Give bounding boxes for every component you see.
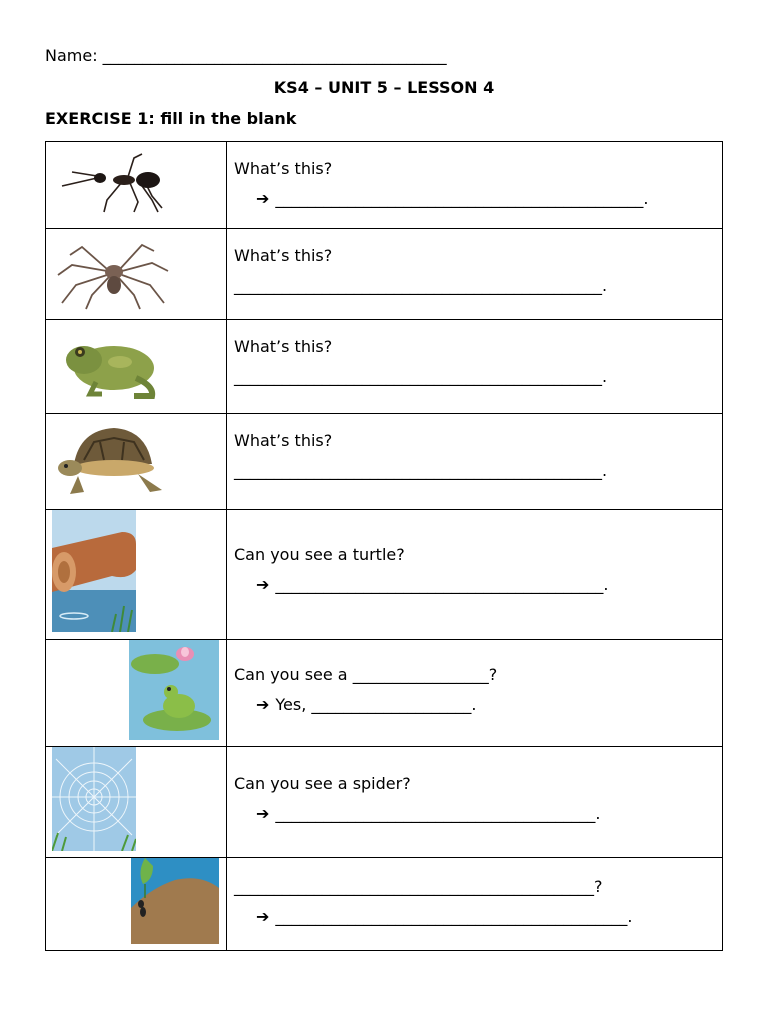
answer-blank[interactable]: ______________________________________________. xyxy=(234,367,608,386)
table-row xyxy=(46,229,723,320)
spider-icon xyxy=(52,235,174,311)
answer-blank[interactable]: _________________________________________. xyxy=(275,575,609,594)
image-cell xyxy=(46,858,227,951)
log-in-pond-icon xyxy=(52,510,136,632)
question-text: Can you see a spider? xyxy=(234,774,411,793)
table-row xyxy=(46,414,723,510)
image-cell xyxy=(46,414,227,510)
table-row xyxy=(46,142,723,229)
question-text: What’s this? xyxy=(234,159,333,178)
arrow-icon: ➔ xyxy=(256,189,270,208)
image-cell xyxy=(46,640,227,747)
question-blank[interactable]: _____________________________________________? xyxy=(234,877,603,896)
arrow-icon: ➔ xyxy=(256,575,270,594)
table-row xyxy=(46,747,723,858)
exercise-title: EXERCISE 1: fill in the blank xyxy=(45,109,297,128)
question-text: What’s this? xyxy=(234,246,333,265)
arrow-icon: ➔ xyxy=(256,804,270,823)
arrow-icon: ➔ xyxy=(256,695,270,714)
question-cell xyxy=(227,640,723,747)
name-field-label: Name: ___________________________________________ xyxy=(45,46,447,65)
question-cell xyxy=(227,747,723,858)
table-row xyxy=(46,320,723,414)
turtle-icon xyxy=(54,420,166,500)
question-cell xyxy=(227,142,723,229)
answer-blank[interactable]: ______________________________________________. xyxy=(234,276,608,295)
answer-blank[interactable]: ________________________________________. xyxy=(275,804,601,823)
answer-line[interactable] xyxy=(234,570,722,600)
exercise-table xyxy=(45,141,723,951)
frog-icon xyxy=(56,334,160,400)
answer-line[interactable] xyxy=(234,690,722,720)
question-cell xyxy=(227,229,723,320)
image-cell xyxy=(46,320,227,414)
answer-blank[interactable]: ____________________________________________. xyxy=(275,907,633,926)
question-cell xyxy=(227,858,723,951)
answer-line[interactable] xyxy=(234,184,722,214)
table-row xyxy=(46,510,723,640)
ant-icon xyxy=(52,150,172,216)
image-cell xyxy=(46,142,227,229)
ant-on-hill-icon xyxy=(131,858,219,944)
table-row xyxy=(46,858,723,951)
question-cell xyxy=(227,414,723,510)
question-text: Can you see a turtle? xyxy=(234,545,405,564)
question-text[interactable]: Can you see a _________________? xyxy=(234,665,498,684)
image-cell xyxy=(46,747,227,858)
image-cell xyxy=(46,229,227,320)
answer-blank[interactable]: ______________________________________________. xyxy=(275,189,649,208)
image-cell xyxy=(46,510,227,640)
arrow-icon: ➔ xyxy=(256,907,270,926)
answer-line[interactable] xyxy=(234,902,722,932)
question-cell xyxy=(227,510,723,640)
lesson-title: KS4 – UNIT 5 – LESSON 4 xyxy=(273,78,495,97)
question-text: What’s this? xyxy=(234,337,333,356)
answer-blank[interactable]: Yes, ____________________. xyxy=(275,695,477,714)
frog-on-lily-pad-icon xyxy=(129,640,219,740)
answer-blank[interactable]: ______________________________________________. xyxy=(234,461,608,480)
table-row xyxy=(46,640,723,747)
question-text: What’s this? xyxy=(234,431,333,450)
answer-line[interactable] xyxy=(234,799,722,829)
spider-web-icon xyxy=(52,747,136,851)
question-cell xyxy=(227,320,723,414)
